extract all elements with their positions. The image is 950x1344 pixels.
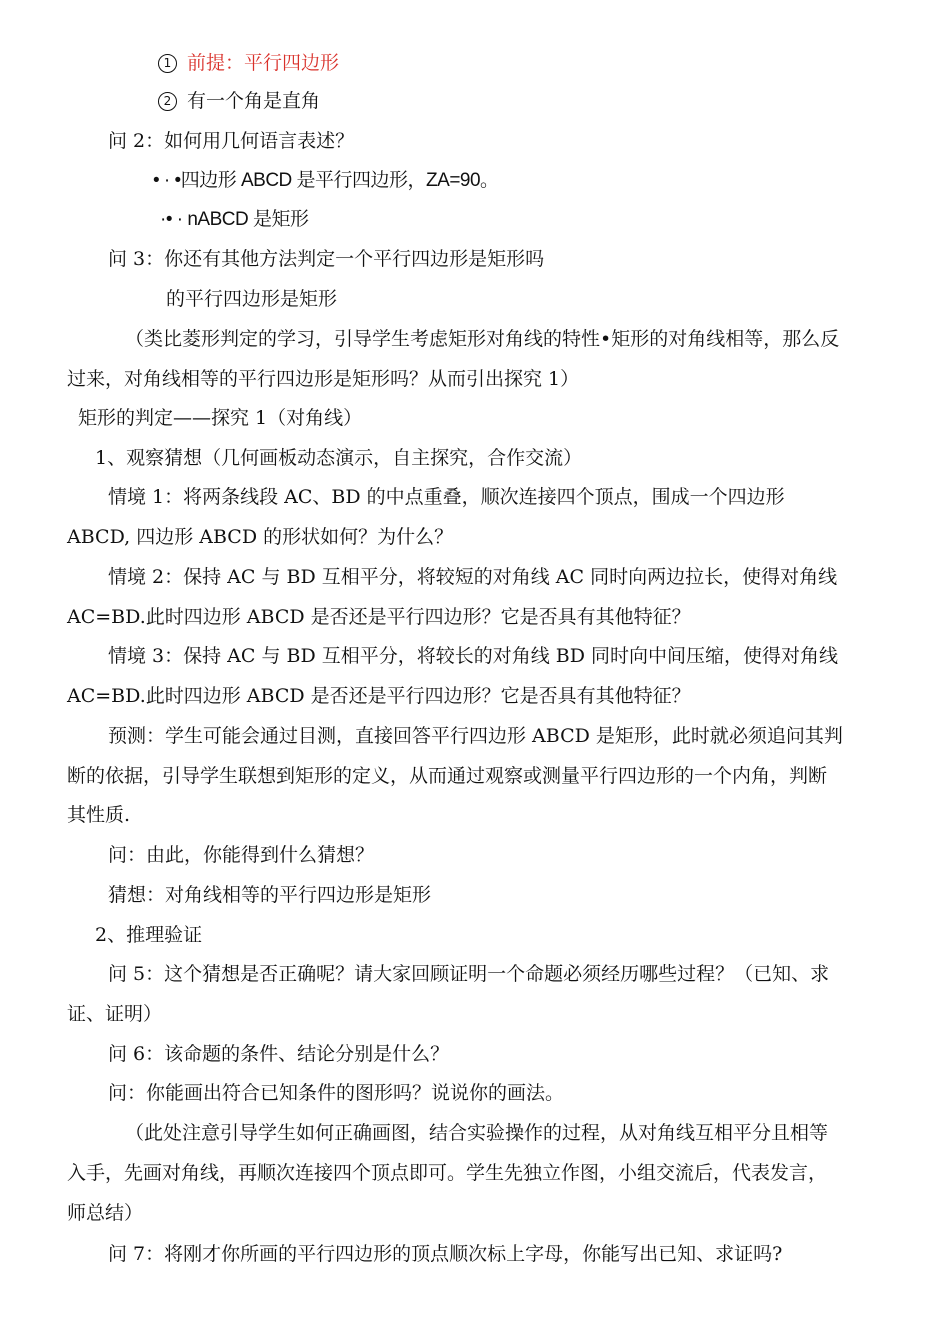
geometry-given: • · •四边形 ABCD 是平行四边形，ZA=90。	[153, 170, 499, 191]
answer-line: 的平行四边形是矩形	[166, 288, 338, 310]
question-5-line-1: 问 5：这个猜想是否正确呢？请大家回顾证明一个命题必须经历哪些过程？（已知、求	[108, 963, 830, 985]
prediction-line-2: 断的依据，引导学生联想到矩形的定义，从而通过观察或测量平行四边形的一个内角，判断	[67, 765, 828, 787]
scenario-3-line-1: 情境 3：保持 AC 与 BD 互相平分，将较长的对角线 BD 同时向中间压缩，使得对角线	[108, 645, 839, 667]
condition-line	[158, 88, 320, 114]
question-2: 问 2：如何用几何语言表述？	[108, 130, 355, 152]
scenario-1-line-1: 情境 1：将两条线段 AC、BD 的中点重叠，顺次连接四个顶点，围成一个四边形	[108, 486, 785, 508]
drawing-note-line-2: 入手，先画对角线，再顺次连接四个顶点即可。学生先独立作图，小组交流后，代表发言，	[67, 1162, 828, 1184]
prediction-line-3: 其性质.	[67, 804, 131, 826]
question-conjecture: 问：由此，你能得到什么猜想？	[108, 844, 375, 866]
premise-text: 前提：平行四边形	[187, 52, 340, 74]
scenario-2-line-2: AC=BD.此时四边形 ABCD 是否还是平行四边形？它是否具有其他特征？	[67, 606, 691, 628]
question-3: 问 3：你还有其他方法判定一个平行四边形是矩形吗	[108, 248, 545, 270]
premise-line	[158, 50, 339, 76]
note-paragraph-line-2: 过来，对角线相等的平行四边形是矩形吗？从而引出探究 1）	[67, 368, 580, 390]
conjecture-line: 猜想：对角线相等的平行四边形是矩形	[108, 884, 432, 906]
scenario-2-line-1: 情境 2：保持 AC 与 BD 互相平分，将较短的对角线 AC 同时向两边拉长，使得对角线	[108, 566, 838, 588]
question-5-line-2: 证、证明）	[67, 1003, 163, 1025]
question-7: 问 7：将刚才你所画的平行四边形的顶点顺次标上字母，你能写出已知、求证吗?	[108, 1243, 783, 1265]
note-paragraph-line-1: （类比菱形判定的学习，引导学生考虑矩形对角线的特性•矩形的对角线相等，那么反	[125, 328, 840, 350]
drawing-note-line-1: （此处注意引导学生如何正确画图，结合实验操作的过程，从对角线互相平分且相等	[125, 1122, 829, 1144]
subsection-heading-2: 2、推理验证	[95, 924, 203, 946]
scenario-1-line-2: ABCD, 四边形 ABCD 的形状如何？为什么？	[67, 526, 454, 548]
geometry-conclusion: ·• · nABCD 是矩形	[160, 209, 309, 230]
subsection-heading-1: 1、观察猜想（几何画板动态演示，自主探究，合作交流）	[95, 447, 583, 469]
circled-number-2: 2	[158, 92, 177, 111]
prediction-line-1: 预测：学生可能会通过目测，直接回答平行四边形 ABCD 是矩形，此时就必须追问其判	[108, 725, 843, 747]
scenario-3-line-2: AC=BD.此时四边形 ABCD 是否还是平行四边形？它是否具有其他特征？	[67, 685, 691, 707]
condition-text: 有一个角是直角	[187, 90, 321, 112]
question-drawing: 问：你能画出符合已知条件的图形吗？说说你的画法。	[108, 1082, 565, 1104]
circled-number-1: 1	[158, 54, 177, 73]
section-heading: 矩形的判定——探究 1（对角线）	[78, 407, 363, 429]
drawing-note-line-3: 师总结）	[67, 1202, 144, 1224]
question-6: 问 6：该命题的条件、结论分别是什么？	[108, 1043, 450, 1065]
